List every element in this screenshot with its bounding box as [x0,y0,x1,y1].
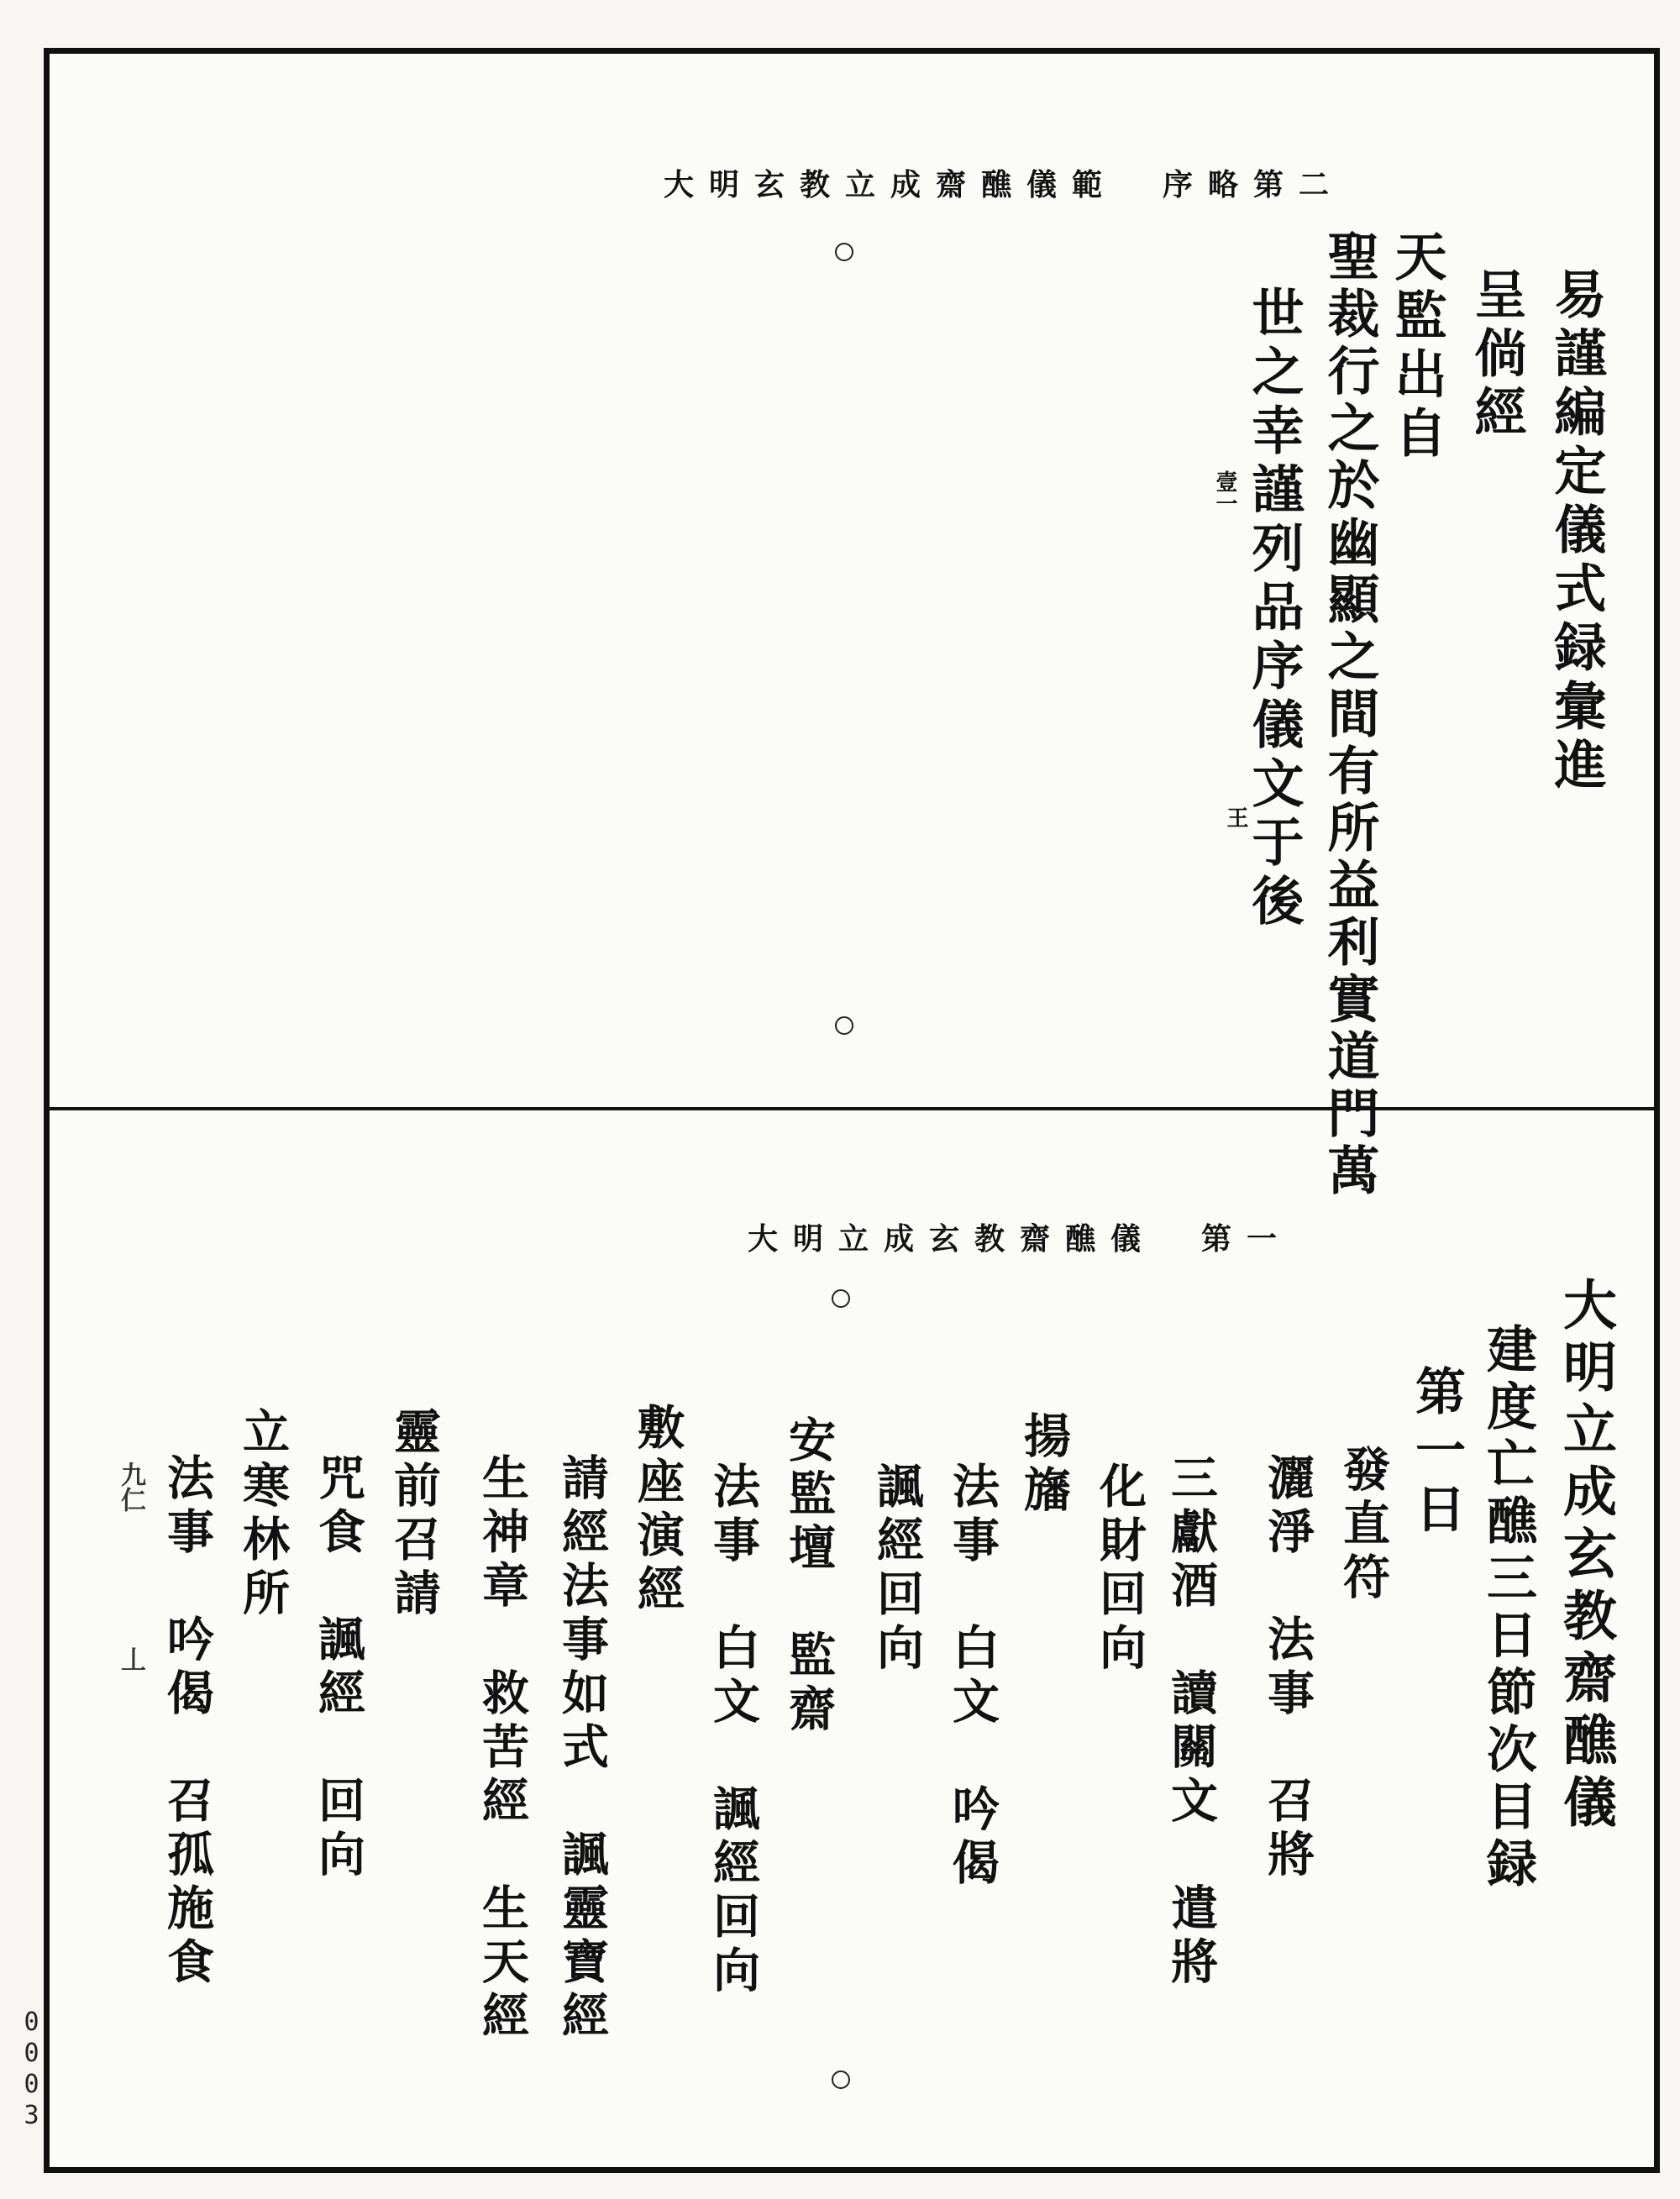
top-column-2: 呈倘經 [1466,267,1527,443]
bottom-column-4: 發直符 [1336,1445,1391,1606]
bottom-column-18: 立寒林所 [235,1407,291,1622]
bottom-column-5: 灑淨 法事 召將 [1260,1453,1315,1883]
top-column-4: 聖裁行之於幽顯之間有所益利實道門萬 [1319,229,1380,1200]
bottom-column-1: 大明立成玄教齋醮儀 [1554,1277,1617,1836]
bottom-header: 大明立成玄教齋醮儀 第一 [748,1221,1293,1257]
top-column-5: 世之幸謹列品序儀文于後 [1243,286,1305,932]
bottom-mark-1: 九仁 [116,1462,145,1512]
binding-hole-icon [835,243,853,261]
bottom-column-15: 生神章 救苦經 生天經 [475,1453,530,2044]
bottom-column-17: 咒食 諷經 回向 [311,1453,366,1883]
bottom-mark-2: 丄 [116,1646,145,1672]
panel-divider [44,1107,1660,1110]
bottom-column-16: 靈前召請 [386,1407,442,1622]
bottom-column-13: 敷座演經 [630,1403,685,1618]
bottom-column-8: 揚旛 [1016,1411,1072,1519]
top-header: 大明玄教立成齋醮儀範 序略第二 [664,167,1345,202]
top-column-1: 易謹編定儀式録彙進 [1546,267,1607,796]
bottom-column-12: 法事 白文 諷經回向 [706,1462,761,1999]
bottom-column-9: 法事 白文 吟偈 [945,1462,1000,1892]
bottom-column-7: 化財回向 [1092,1462,1147,1677]
binding-hole-icon [835,1016,853,1035]
bottom-column-19: 法事 吟偈 召孤施食 [160,1453,215,1991]
bottom-column-11: 安監壇 監齋 [781,1415,837,1738]
bottom-column-10: 諷經回向 [869,1462,925,1677]
top-mark-2: 王 [1223,806,1248,828]
binding-hole-icon [832,2070,850,2089]
top-column-3: 天監出自 [1386,229,1447,464]
bottom-column-2: 建度亡醮三日節次目録 [1478,1323,1537,1894]
bottom-column-14: 請經法事如式 諷靈寶經 [554,1453,610,2044]
page-number: 0003 [17,2007,46,2132]
bottom-column-6: 三獻酒 讀關文 遣將 [1163,1453,1219,1991]
bottom-column-3: 第一日 [1407,1365,1466,1541]
binding-hole-icon [832,1289,850,1308]
top-mark-1: 壹一 [1212,470,1237,514]
